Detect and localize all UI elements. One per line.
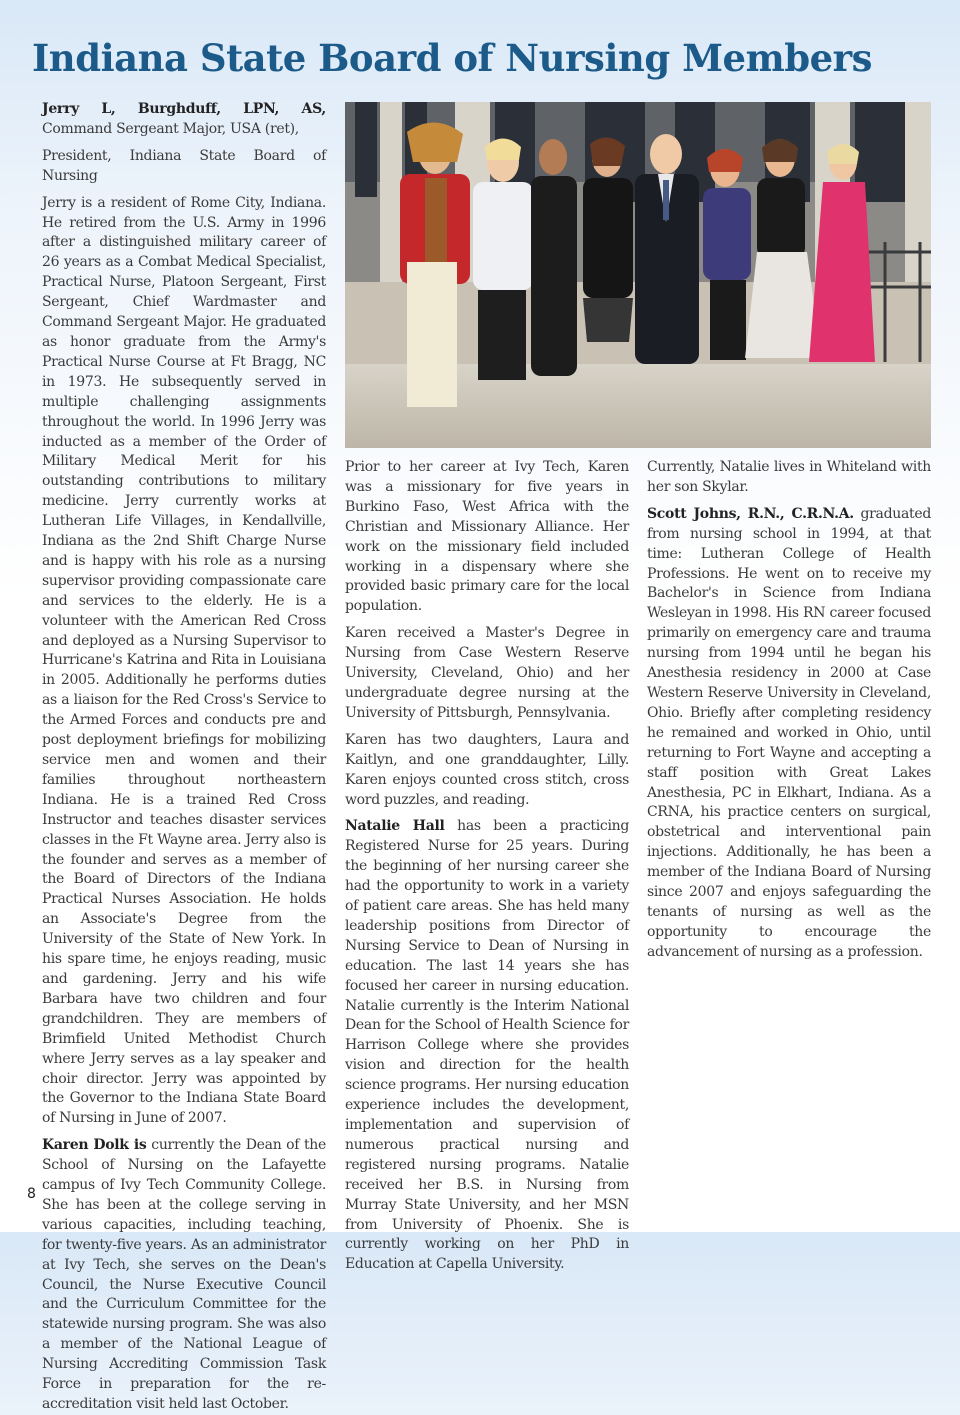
jerry-heading (42, 100, 326, 140)
page-title: Indiana State Board of Nursing Members (32, 36, 872, 80)
karen-bio-2: Prior to her career at Ivy Tech, Karen was a missionary for five years in Burkino Faso, West Africa with the Christian and Missionary Alliance. Her work on the missionary field included working in a dispensary where she provided basic primary care for the local population. (345, 459, 629, 615)
article-column-3 (647, 458, 931, 1183)
natalie-bio-1: has been a practicing Registered Nurse for 25 years. During the beginning of her nursing career she had the opportunity to work in a variety of patient care areas. She has held many leadership positions from Director of Nursing Service to Dean of Nursing in education. The last 14 years she has focused her career in nursing education. Natalie currently is the Interim National Dean for the School of Health Science for Harrison College where she provides vision and direction for the health science programs. Her nursing education experience includes the development, implementation and supervision of numerous practical nursing and registered nursing programs. Natalie received her B.S. in Nursing from Murray State University, and her MSN from University of Phoenix. She is currently working on her PhD in Education at Capella University. (345, 818, 629, 1273)
karen-bio-4: Karen has two daughters, Laura and Kaitlyn, and one granddaughter, Lilly. Karen enjoys counted cross stitch, cross word puzzles, and reading. (345, 731, 629, 808)
karen-intro (42, 1136, 326, 1415)
natalie-name: Natalie Hall (345, 818, 445, 835)
jerry-title-line: Command Sergeant Major, USA (ret), (42, 120, 299, 137)
scott-intro (647, 505, 931, 963)
scott-name: Scott Johns, R.N., C.R.N.A. (647, 505, 854, 522)
scott-bio: graduated from nursing school in 1994, at that time: Lutheran College of Health Professions. He went on to receive my Bachelor's in Science from Indiana Wesleyan in 1998. His RN career focused primarily on emergency care and trauma nursing from 1994 until he began his Anesthesia residency in 2000 at Case Western Reserve University in Cleveland, Ohio. Briefly after completing residency he remained and worked in Ohio, until returning to Fort Wayne and accepting a staff position with Great Lakes Anesthesia, PC in Elkhart, Indiana. As a CRNA, his practice centers on surgical, obstetrical and interventional pain injections. Additionally, he has been a member of the Indiana Board of Nursing since 2007 and enjoys safeguarding the tenants of nursing as well as the opportunity to encourage the advancement of nursing as a profession. (647, 505, 931, 960)
jerry-bio: Jerry is a resident of Rome City, Indiana. He retired from the U.S. Army in 1996 after a distinguished military career of 26 years as a Combat Medical Specialist, Practical Nurse, Platoon Sergeant, First Sergeant, Chief Wardmaster and Command Sergeant Major. He graduated as honor graduate from the Army's Practical Nurse Course at Ft Bragg, NC in 1973. He subsequently served in multiple challenging assignments throughout the world. In 1996 Jerry was inducted as a member of the Order of Military Medical Merit for his outstanding contributions to military medicine. Jerry currently works at Lutheran Life Villages, in Kendallville, Indiana as the 2nd Shift Charge Nurse and is happy with his role as a nursing supervisor providing compassionate care and services to the elderly. He is a volunteer with the American Red Cross and deployed as a Nursing Supervisor to Hurricane's Katrina and Rita in Louisiana in 2005. Additionally he performs duties as a liaison for the Red Cross's Service to the Armed Forces and conducts pre and post deployment briefings for mobilizing service men and women and their families throughout northeastern Indiana. He is a trained Red Cross Instructor and teaches disaster services classes in the Ft Wayne area. Jerry also is the founder and serves as a member of the Board of Directors of the Indiana Practical Nurses Association. He holds an Associate's Degree from the University of the State of New York. In his spare time, he enjoys reading, music and gardening. Jerry and his wife Barbara have two children and four grandchildren. They are members of Brimfield United Methodist Church where Jerry serves as a lay speaker and choir director. Jerry was appointed by the Governor to the Indiana State Board of Nursing in June of 2007. (42, 194, 326, 1127)
natalie-intro (345, 817, 629, 1275)
article-column-2 (345, 458, 629, 1273)
karen-bio-1: currently the Dean of the School of Nursing on the Lafayette campus of Ivy Tech Community College. She has been at the college serving in various capacities, including teaching, for twenty-five years. As an administrator at Ivy Tech, she serves on the Dean's Council, the Nurse Executive Council and the Curriculum Committee for the statewide nursing program. She was also a member of the National League of Nursing Accrediting Commission Task Force in preparation for the re-accreditation visit held last October. (42, 1137, 326, 1412)
karen-bio-3: Karen received a Master's Degree in Nursing from Case Western Reserve University, Cleveland, Ohio) and her undergraduate degree nursing at the University of Pittsburgh, Pennsylvania. (345, 625, 629, 721)
article-column-1 (42, 100, 326, 1412)
jerry-position: President, Indiana State Board of Nursing (42, 147, 326, 184)
natalie-bio-2: Currently, Natalie lives in Whiteland with her son Skylar. (647, 459, 931, 495)
karen-name: Karen Dolk is (42, 1137, 147, 1154)
jerry-name: Jerry L, Burghduff, LPN, AS, (42, 101, 326, 117)
group-photo (345, 102, 931, 448)
page-number: 8 (27, 1186, 36, 1202)
